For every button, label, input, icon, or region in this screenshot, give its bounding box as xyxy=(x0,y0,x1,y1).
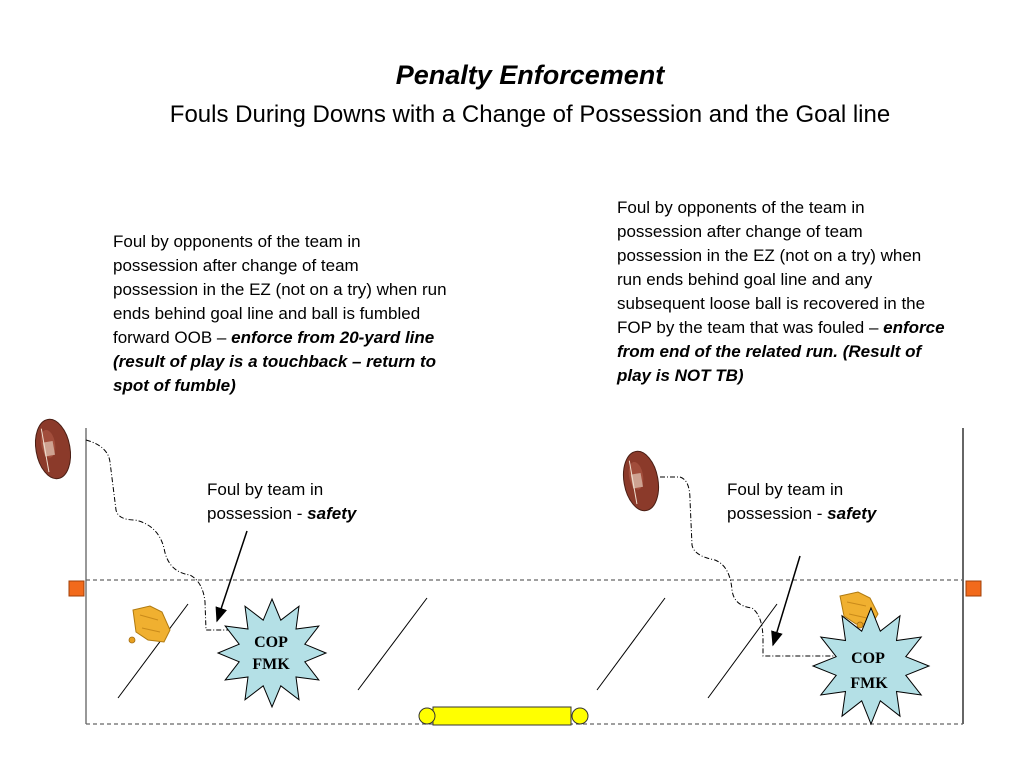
left-case-description: Foul by opponents of the team in possession after change of team possession in the EZ (not on a try) when run ends behind goal line and ball is fumbled forward OOB – xyxy=(113,232,447,347)
pylon-icon xyxy=(69,581,84,596)
left-case-ruling: enforce from 20-yard line (result of play is a touchback – return to spot of fumble) xyxy=(113,328,437,395)
right-foul-text: Foul by team in possession - xyxy=(727,480,844,523)
pylon-icon xyxy=(966,581,981,596)
left-foul-text: Foul by team in possession - xyxy=(207,480,324,523)
endzone-stripe xyxy=(597,598,665,690)
left-foul-ruling: safety xyxy=(307,504,357,523)
left-burst-line2: FMK xyxy=(252,656,290,673)
right-run-path xyxy=(660,477,835,656)
burst-icon xyxy=(218,599,326,707)
right-burst-line2: FMK xyxy=(850,675,888,692)
left-run-path xyxy=(86,440,245,630)
right-foul-ruling: safety xyxy=(827,504,877,523)
right-foul-arrow xyxy=(773,556,800,645)
slide-subtitle: Fouls During Downs with a Change of Possession and the Goal line xyxy=(169,101,891,128)
endzone-stripe xyxy=(358,598,427,690)
right-case-description: Foul by opponents of the team in possession after change of team possession in the EZ (not on a try) when run ends behind goal line and any subsequent loose ball is recovered in the FOP by the team that was fouled – xyxy=(617,198,926,337)
goalpost-icon xyxy=(419,707,588,725)
football-icon xyxy=(619,449,663,514)
left-foul-arrow xyxy=(217,531,247,621)
slide-title: Penalty Enforcement xyxy=(395,60,665,90)
left-burst-line1: COP xyxy=(254,634,288,651)
right-case-ruling: enforce from end of the related run. (Result of play is NOT TB) xyxy=(617,318,945,385)
endzone-stripe xyxy=(708,604,777,698)
football-icon xyxy=(31,417,75,482)
penalty-flag-icon xyxy=(129,606,170,643)
burst-shape xyxy=(218,599,326,707)
right-burst-line1: COP xyxy=(851,650,885,667)
